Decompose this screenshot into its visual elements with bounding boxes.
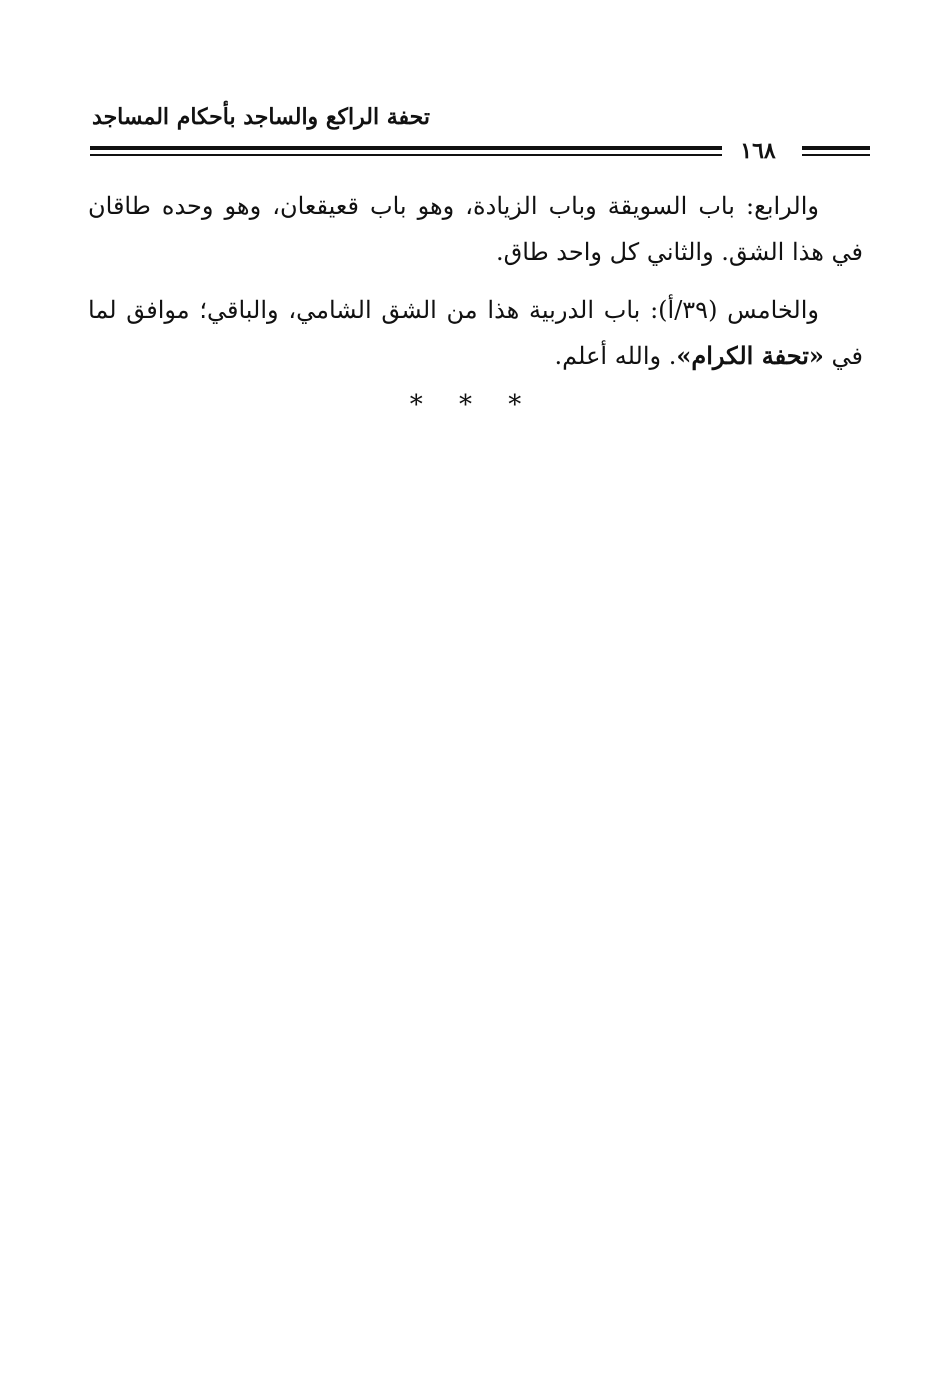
page-number: ١٦٨ [740,138,776,164]
header-rule-line [90,154,722,156]
paragraph: والرابع: باب السويقة وباب الزيادة، وهو باب قعيقعان، وهو وحده طاقان في هذا الشق. والثاني كل واحد طاق. [88,192,863,266]
header-rule-line [802,146,870,150]
book-title-reference: «تحفة الكرام» [676,341,824,370]
body-text [88,183,863,391]
paragraph [88,287,863,379]
header-rule [90,145,870,159]
header-rule-line [802,154,870,156]
running-title: تحفة الراكع والساجد بأحكام المساجد [92,104,430,130]
paragraph-text: والخامس (٣٩/أ): باب الدربية هذا من الشق الشامي، والباقي؛ موافق لما في [88,296,863,370]
section-separator: * * * [409,390,536,420]
paragraph-text: . والله أعلم. [554,342,677,370]
header-rule-line [90,146,722,150]
